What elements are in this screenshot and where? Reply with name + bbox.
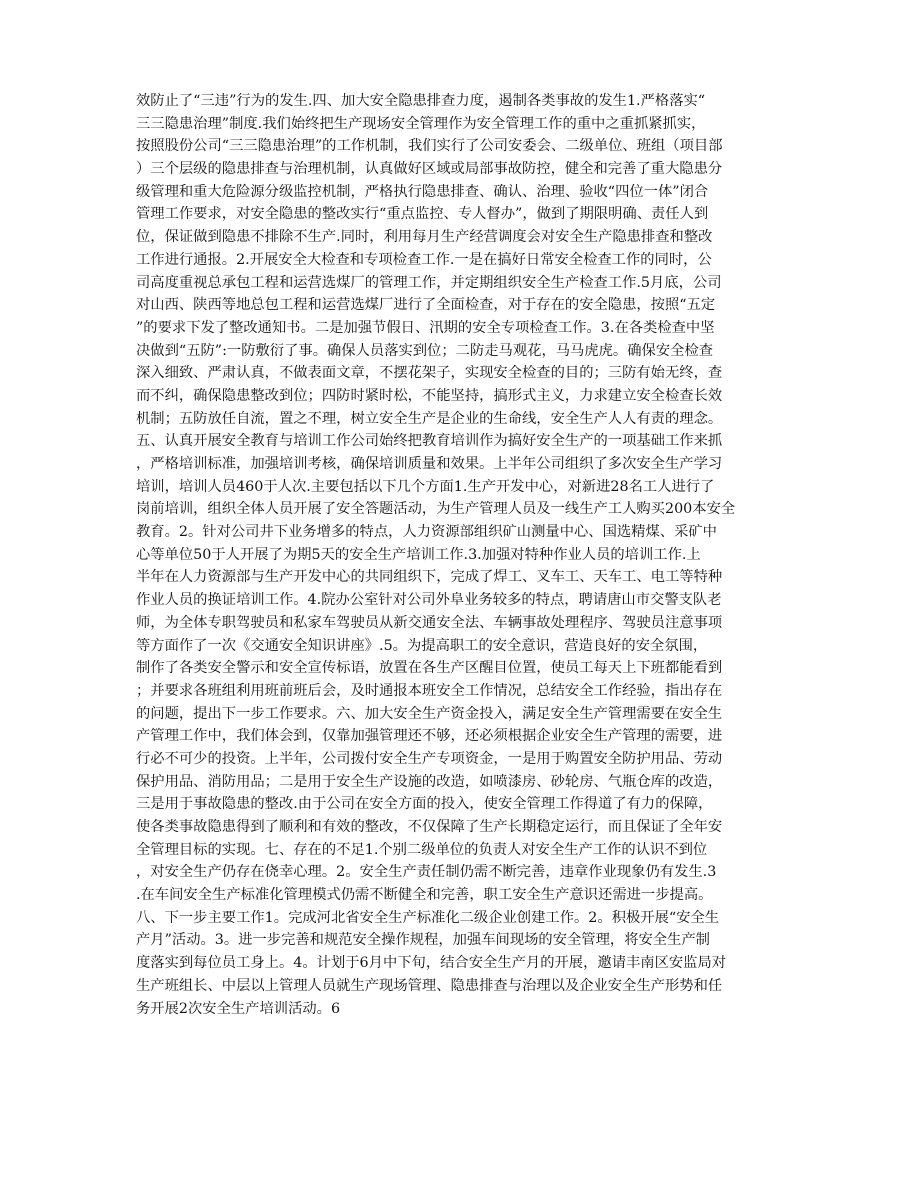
text-line: 生产班组长、中层以上管理人员就生产现场管理、隐患排查与治理以及企业安全生产形势和任: [136, 977, 723, 994]
text-line: 行必不可少的投资。上半年，公司拨付安全生产专项资金，一是用于购置安全防护用品、劳动: [136, 750, 723, 767]
text-line: 培训，培训人员460于人次.主要包括以下几个方面1.生产开发中心，对新进28名工人进行了: [136, 478, 715, 495]
text-line: 全管理目标的实现。七、存在的不足1.个别二级单位的负责人对安全生产工作的认识不到位: [136, 841, 708, 858]
text-line: 五、认真开展安全教育与培训工作公司始终把教育培训作为搞好安全生产的一项基础工作来抓: [136, 433, 723, 450]
document-body: [136, 90, 786, 1020]
text-line: 按照股份公司“三三隐患治理”的工作机制，我们实行了公司安委会、二级单位、班组（项目部: [136, 138, 723, 155]
text-line: 决做到“五防”:一防敷衍了事。确保人员落实到位；二防走马观花，马马虎虎。确保安全检查: [136, 342, 714, 359]
text-line: 八、下一步主要工作1。完成河北省安全生产标准化二级企业创建工作。2。积极开展“安全生: [136, 909, 720, 926]
text-line: 位，保证做到隐患不排除不生产.同时，利用每月生产经营调度会对安全生产隐患排查和整改: [136, 229, 713, 246]
text-line: 管理工作要求，对安全隐患的整改实行“重点监控、专人督办”，做到了期限明确、责任人到: [136, 206, 709, 223]
text-line: 三是用于事故隐患的整改.由于公司在安全方面的投入，使安全管理工作得道了有力的保障，: [136, 796, 713, 813]
text-line: 保护用品、消防用品；二是用于安全生产设施的改造，如喷漆房、砂轮房、气瓶仓库的改造，: [136, 773, 723, 790]
text-line: 工作进行通报。2.开展安全大检查和专项检查工作.一是在搞好日常安全检查工作的同时，公: [136, 251, 712, 268]
text-line: ，对安全生产仍存在侥幸心理。2。安全生产责任制仍需不断完善，违章作业现象仍有发生.3: [136, 864, 717, 881]
text-line: 司高度重视总承包工程和运营选煤厂的管理工作，并定期组织安全生产检查工作.5月底，公司: [136, 274, 722, 291]
text-line: 师，为全体专职驾驶员和私家车驾驶员从新交通安全法、车辆事故处理程序、驾驶员注意事项: [136, 614, 723, 631]
text-line: 岗前培训，组织全体人员开展了安全答题活动，为生产管理人员及一线生产工人购买200本安全: [136, 501, 736, 518]
text-line: ；并要求各班组利用班前班后会，及时通报本班安全工作情况，总结安全工作经验，指出存在: [136, 682, 723, 699]
text-line: 务开展2次安全生产培训活动。6: [136, 1000, 341, 1017]
document-page: [136, 90, 786, 1020]
text-line: 机制；五防放任自流，置之不理，树立安全生产是企业的生命线，安全生产人人有责的理念。: [136, 410, 723, 427]
text-line: 心等单位50于人开展了为期5天的安全生产培训工作.3.加强对特种作业人员的培训工作.上: [136, 546, 701, 563]
text-line: 作业人员的换证培训工作。4.院办公室针对公司外阜业务较多的特点，聘请唐山市交警支队老: [136, 592, 722, 609]
text-line: .在车间安全生产标准化管理模式仍需不断健全和完善，职工安全生产意识还需进一步提高。: [136, 887, 713, 904]
text-line: 效防止了“三违”行为的发生.四、加大安全隐患排查力度，遏制各类事故的发生1.严格落实“: [136, 93, 706, 109]
text-line: ”的要求下发了整改通知书。二是加强节假日、汛期的安全专项检查工作。3.在各类检查中坚: [136, 319, 715, 336]
text-line: 半年在人力资源部与生产开发中心的共同组织下，完成了焊工、叉车工、天车工、电工等特种: [136, 569, 723, 586]
text-line: 等方面作了一次《交通安全知识讲座》.5。为提高职工的安全意识，营造良好的安全氛围，: [136, 637, 708, 654]
text-line: 级管理和重大危险源分级监控机制，严格执行隐患排查、确认、治理、验收“四位一体”闭合: [136, 183, 709, 200]
text-line: 度落实到每位员工身上。4。计划于6月中下旬，结合安全生产月的开展，邀请丰南区安监局对: [136, 955, 727, 972]
text-line: ，严格培训标准，加强培训考核，确保培训质量和效果。上半年公司组织了多次安全生产学习: [136, 456, 723, 472]
text-line: 对山西、陕西等地总包工程和运营选煤厂进行了全面检查，对于存在的安全隐患，按照“五定: [136, 297, 716, 314]
text-line: 制作了各类安全警示和安全宣传标语，放置在各生产区醒目位置，使员工每天上下班都能看到: [136, 660, 723, 677]
text-line: ）三个层级的隐患排查与治理机制，认真做好区域或局部事故防控，健全和完善了重大隐患分: [136, 161, 723, 178]
text-line: 使各类事故隐患得到了顺利和有效的整改，不仅保障了生产长期稳定运行，而且保证了全年安: [136, 819, 723, 835]
text-line: 深入细致、严肃认真，不做表面文章，不摆花架子，实现安全检查的目的；三防有始无终，查: [136, 365, 723, 382]
text-line: 教育。2。针对公司井下业务增多的特点，人力资源部组织矿山测量中心、国选精煤、采矿中: [136, 524, 717, 541]
text-line: 而不纠，确保隐患整改到位；四防时紧时松，不能坚持，搞形式主义，力求建立安全检查长效: [136, 387, 723, 404]
text-line: 产管理工作中，我们体会到，仅靠加强管理还不够，还必须根据企业安全生产管理的需要，进: [136, 728, 723, 745]
text-line: 的问题，提出下一步工作要求。六、加大安全生产资金投入，满足安全生产管理需要在安全生: [136, 705, 723, 722]
text-line: 三三隐患治理”制度.我们始终把生产现场安全管理作为安全管理工作的重中之重抓紧抓实，: [136, 115, 706, 132]
text-line: 产月”活动。3。进一步完善和规范安全操作规程，加强车间现场的安全管理，将安全生产制: [136, 932, 710, 949]
